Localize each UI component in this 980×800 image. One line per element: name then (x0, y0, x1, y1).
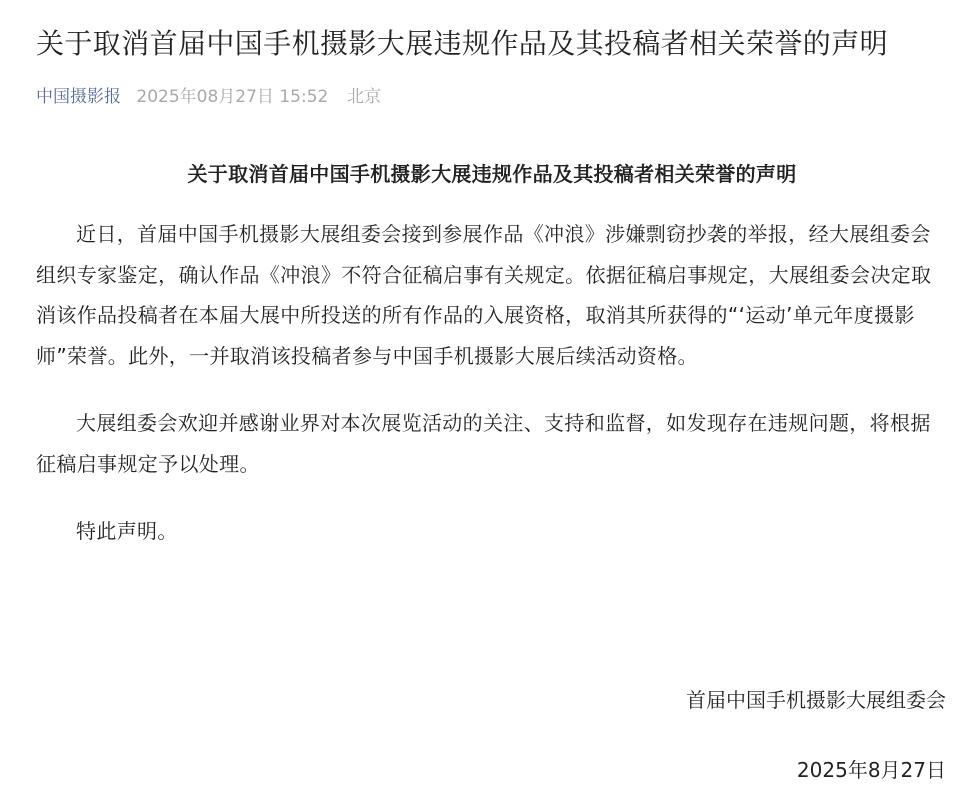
paragraph-2: 大展组委会欢迎并感谢业界对本次展览活动的关注、支持和监督，如发现存在违规问题，将根据征稿启事规定予以处理。 (36, 411, 931, 476)
signature-organization: 首届中国手机摄影大展组委会 (686, 688, 946, 712)
signature-date: 2025年8月27日 (796, 758, 946, 782)
article-meta (36, 84, 381, 110)
publish-datetime: 2025年08月27日 15:52 (136, 87, 329, 107)
content-heading: 关于取消首届中国手机摄影大展违规作品及其投稿者相关荣誉的声明 (187, 162, 797, 186)
source-account-link[interactable]: 中国摄影报 (36, 87, 121, 107)
publish-location: 北京 (347, 87, 382, 107)
article-title: 关于取消首届中国手机摄影大展违规作品及其投稿者相关荣誉的声明 (36, 27, 889, 60)
article-content (36, 154, 948, 552)
paragraph-3: 特此声明。 (76, 519, 178, 543)
paragraph-1: 近日，首届中国手机摄影大展组委会接到参展作品《冲浪》涉嫌剽窃抄袭的举报，经大展组委会组织专家鉴定，确认作品《冲浪》不符合征稿启事有关规定。依据征稿启事规定，大展组委会决定取消该作品投稿者在本届大展中所投送的所有作品的入展资格，取消其所获得的“‘运动’单元年度摄影师”荣誉。此外，一并取消该投稿者参与中国手机摄影大展后续活动资格。 (36, 222, 932, 368)
